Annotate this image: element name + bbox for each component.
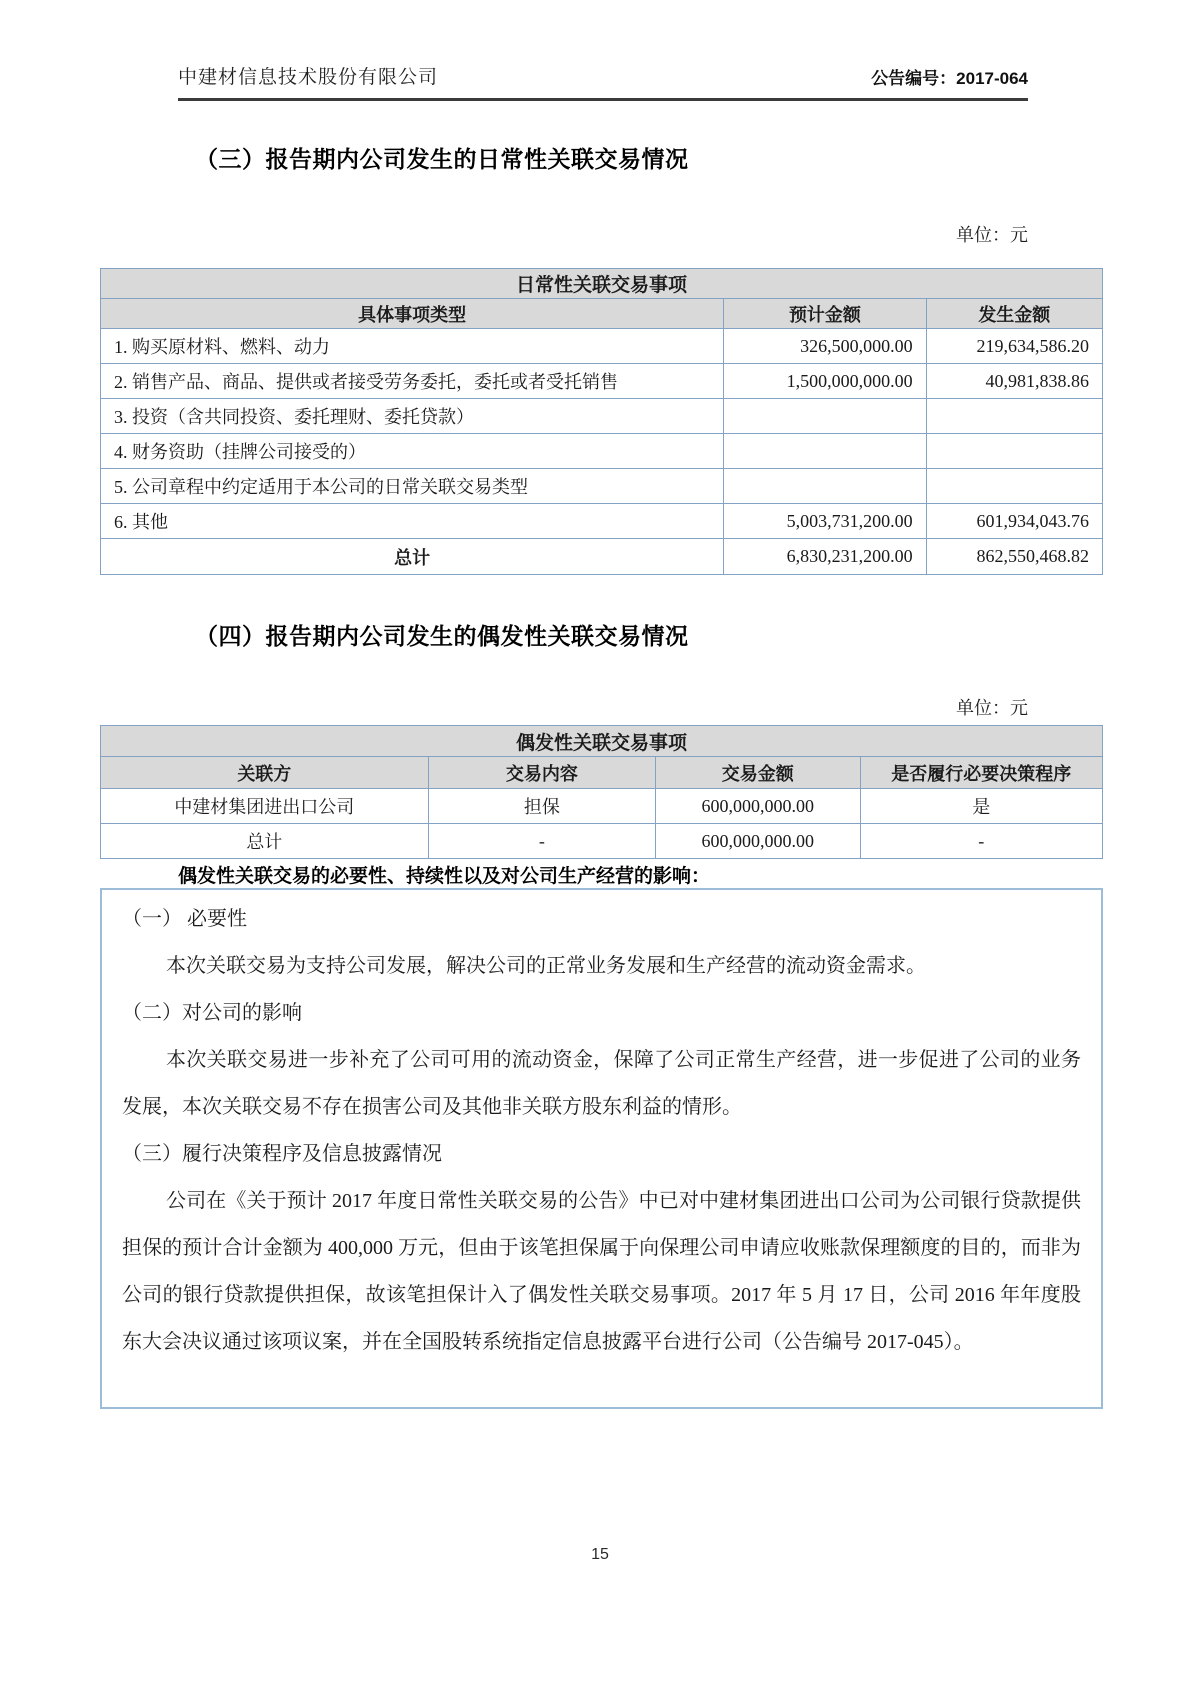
column-header-item: 具体事项类型 xyxy=(101,299,724,329)
table-caption: 偶发性关联交易事项 xyxy=(101,726,1103,757)
row-expected xyxy=(724,434,926,469)
row-item: 6. 其他 xyxy=(101,504,724,539)
table-row xyxy=(101,399,1103,434)
total-amount: 600,000,000.00 xyxy=(656,824,860,859)
row-expected xyxy=(724,399,926,434)
column-header-party: 关联方 xyxy=(101,757,429,789)
total-label: 总计 xyxy=(101,539,724,575)
column-header-procedure: 是否履行必要决策程序 xyxy=(860,757,1103,789)
row-actual: 219,634,586.20 xyxy=(926,329,1102,364)
row-actual xyxy=(926,434,1102,469)
page-header xyxy=(178,62,1028,101)
table-row xyxy=(101,789,1103,824)
row-expected xyxy=(724,469,926,504)
total-expected: 6,830,231,200.00 xyxy=(724,539,926,575)
impact-subheading-1: （一） 必要性 xyxy=(122,908,247,930)
table-caption-row xyxy=(101,269,1103,299)
row-expected: 326,500,000.00 xyxy=(724,329,926,364)
column-header-actual: 发生金额 xyxy=(926,299,1102,329)
table-total-row xyxy=(101,824,1103,859)
row-item: 1. 购买原材料、燃料、动力 xyxy=(101,329,724,364)
unit-label-daily: 单位：元 xyxy=(956,225,1028,245)
table-caption: 日常性关联交易事项 xyxy=(101,269,1103,299)
total-actual: 862,550,468.82 xyxy=(926,539,1102,575)
company-name: 中建材信息技术股份有限公司 xyxy=(178,67,439,88)
row-actual: 40,981,838.86 xyxy=(926,364,1102,399)
impact-paragraph-2: 本次关联交易进一步补充了公司可用的流动资金，保障了公司正常生产经营，进一步促进了公司的业务发展，本次关联交易不存在损害公司及其他非关联方股东利益的情形。 xyxy=(122,1049,1081,1118)
total-content: - xyxy=(428,824,655,859)
table-row xyxy=(101,434,1103,469)
row-item: 4. 财务资助（挂牌公司接受的） xyxy=(101,434,724,469)
section-daily-title: （三）报告期内公司发生的日常性关联交易情况 xyxy=(195,146,689,172)
table-header-row xyxy=(101,299,1103,329)
row-item: 5. 公司章程中约定适用于本公司的日常关联交易类型 xyxy=(101,469,724,504)
table-row xyxy=(101,364,1103,399)
announcement-number: 公告编号：2017-064 xyxy=(871,69,1028,88)
impact-heading: 偶发性关联交易的必要性、持续性以及对公司生产经营的影响： xyxy=(178,866,711,887)
section-incidental-title: （四）报告期内公司发生的偶发性关联交易情况 xyxy=(195,623,689,649)
total-procedure: - xyxy=(860,824,1103,859)
row-item: 2. 销售产品、商品、提供或者接受劳务委托，委托或者受托销售 xyxy=(101,364,724,399)
impact-subheading-2: （二）对公司的影响 xyxy=(122,1002,302,1024)
row-party: 中建材集团进出口公司 xyxy=(101,789,429,824)
row-actual xyxy=(926,469,1102,504)
column-header-amount: 交易金额 xyxy=(656,757,860,789)
table-row xyxy=(101,504,1103,539)
row-actual: 601,934,043.76 xyxy=(926,504,1102,539)
total-label: 总计 xyxy=(101,824,429,859)
row-expected: 5,003,731,200.00 xyxy=(724,504,926,539)
impact-paragraph-1: 本次关联交易为支持公司发展，解决公司的正常业务发展和生产经营的流动资金需求。 xyxy=(166,955,926,977)
row-expected: 1,500,000,000.00 xyxy=(724,364,926,399)
table-row xyxy=(101,329,1103,364)
row-actual xyxy=(926,399,1102,434)
impact-subheading-3: （三）履行决策程序及信息披露情况 xyxy=(122,1143,442,1165)
row-content: 担保 xyxy=(428,789,655,824)
table-row xyxy=(101,469,1103,504)
daily-transactions-table xyxy=(100,268,1103,575)
table-total-row xyxy=(101,539,1103,575)
column-header-content: 交易内容 xyxy=(428,757,655,789)
row-item: 3. 投资（含共同投资、委托理财、委托贷款） xyxy=(101,399,724,434)
impact-paragraph-3: 公司在《关于预计 2017 年度日常性关联交易的公告》中已对中建材集团进出口公司为公司银行贷款提供担保的预计合计金额为 400,000 万元，但由于该笔担保属于向保理公司申请应收账款保理额度的目的，而非为公司的银行贷款提供担保，故该笔担保计入了偶发性关联交易事项。2017 年 5 月 17 日，公司 2016 年年度股东大会决议通过该项议案，并在全国股转系统指定信息披露平台进行公司（公告编号 2017-045）。 xyxy=(122,1190,1081,1353)
impact-box xyxy=(100,888,1103,1409)
column-header-expected: 预计金额 xyxy=(724,299,926,329)
incidental-transactions-table xyxy=(100,725,1103,859)
table-header-row xyxy=(101,757,1103,789)
row-procedure: 是 xyxy=(860,789,1103,824)
unit-label-incidental: 单位：元 xyxy=(956,698,1028,718)
page-number: 15 xyxy=(591,1546,609,1563)
table-caption-row xyxy=(101,726,1103,757)
row-amount: 600,000,000.00 xyxy=(656,789,860,824)
